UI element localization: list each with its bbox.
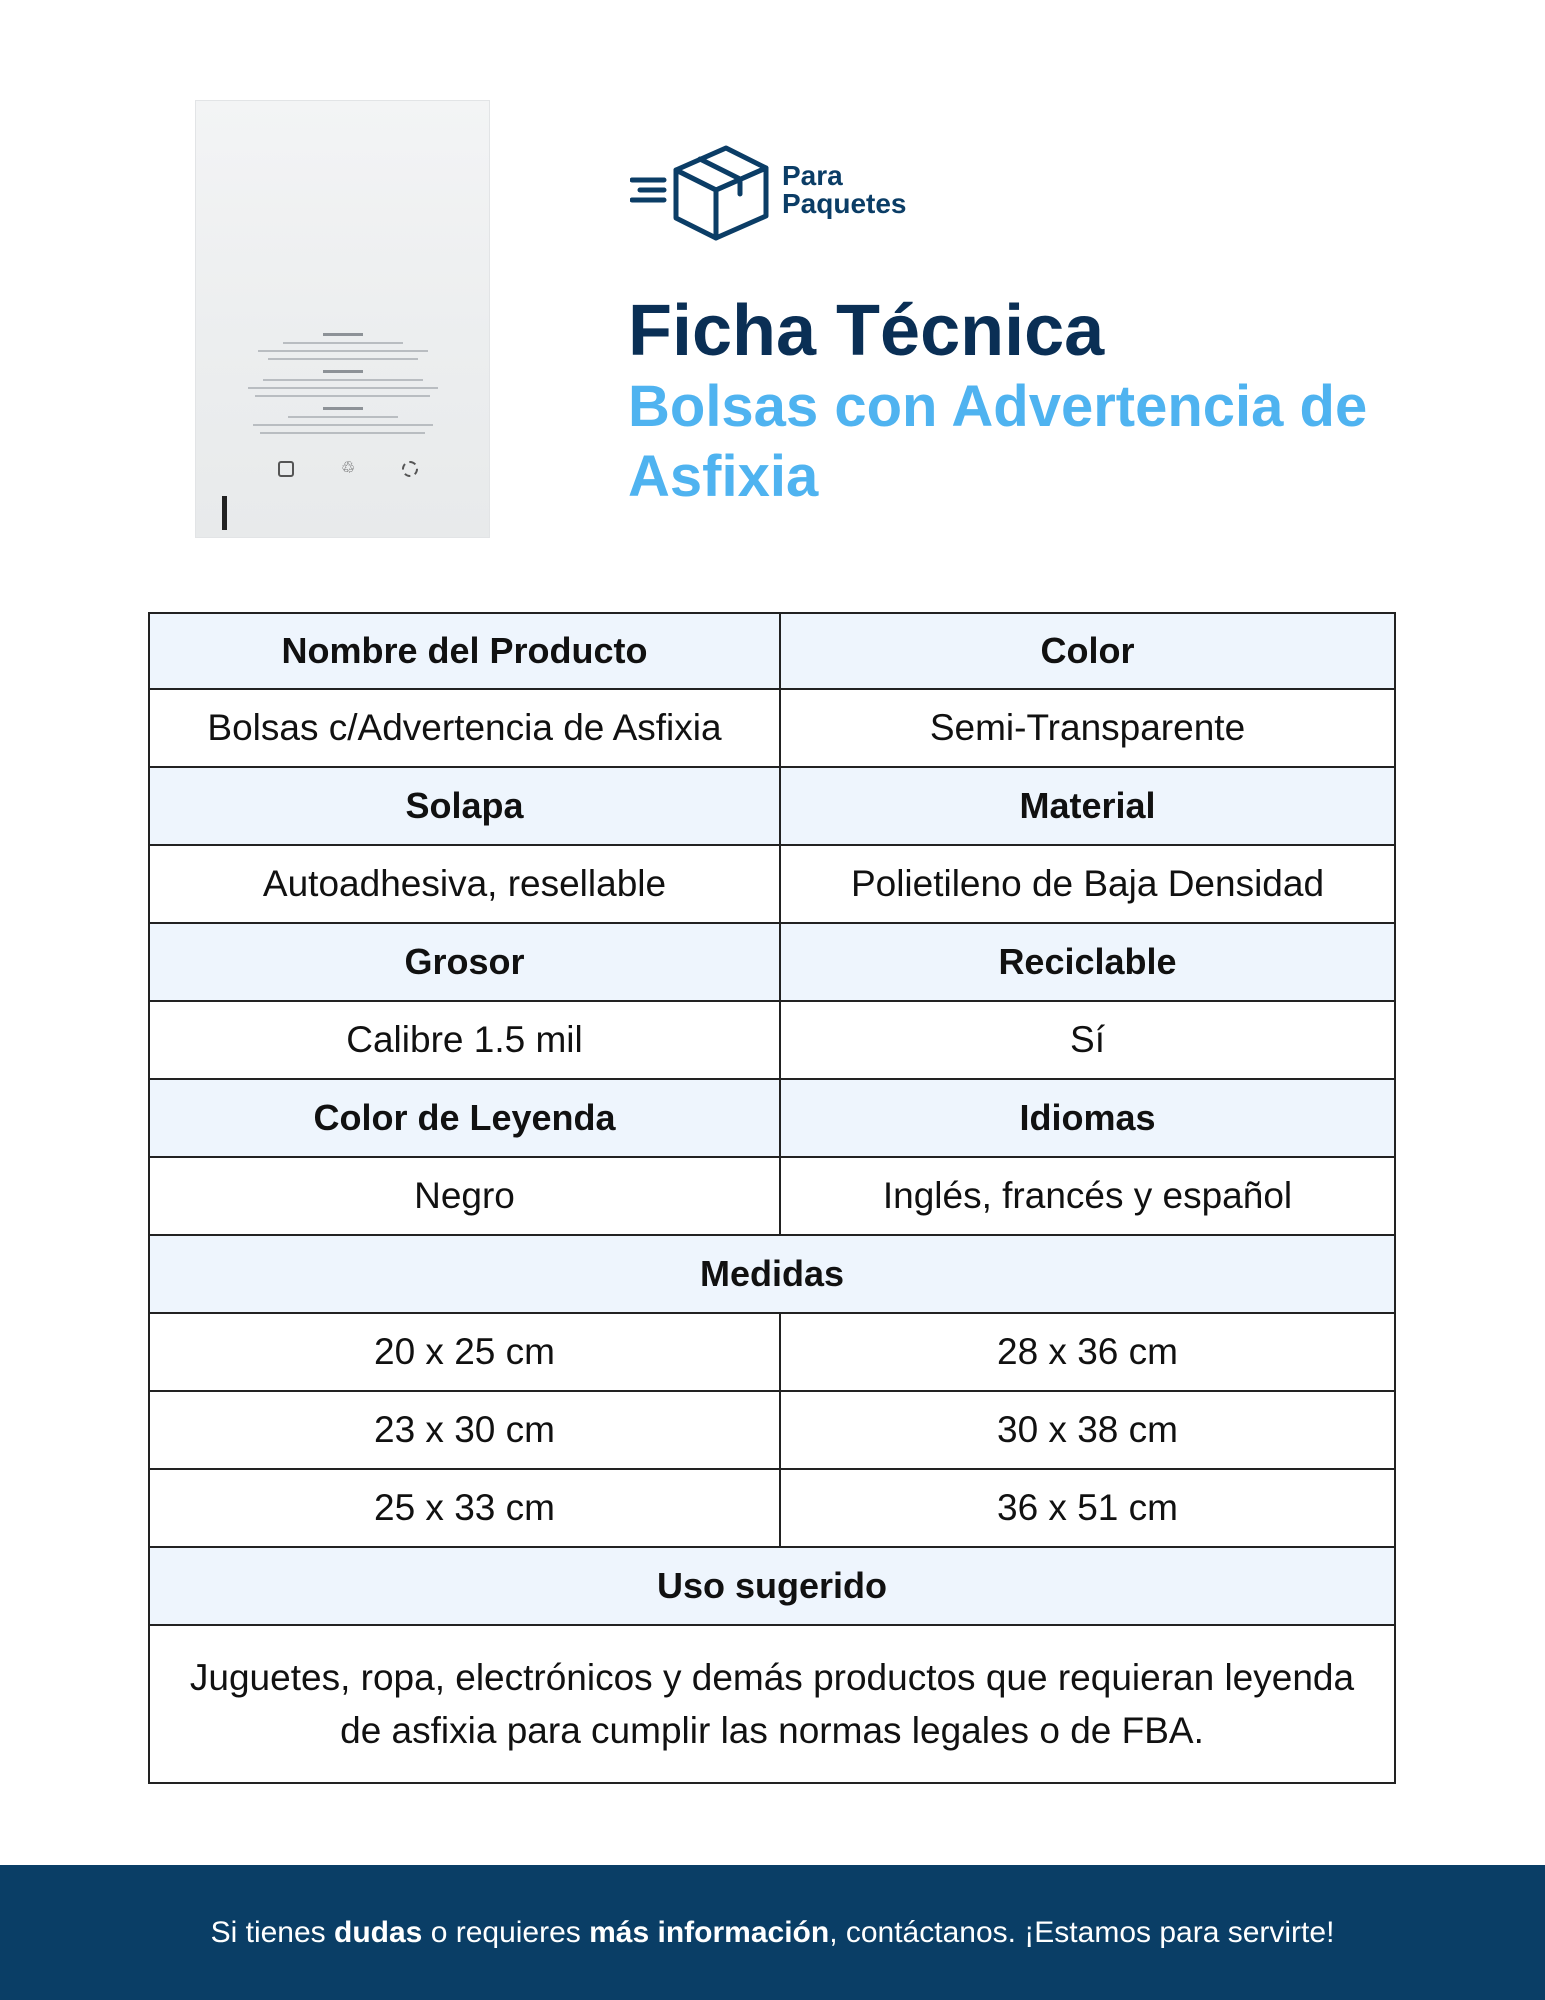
label-reciclable: Reciclable [781, 924, 1396, 1002]
value-color: Semi-Transparente [781, 690, 1396, 768]
page-subtitle: Bolsas con Advertencia de Asfixia [628, 374, 1368, 509]
medida-value: 20 x 25 cm [148, 1314, 781, 1392]
table-row [148, 612, 1396, 690]
value-leyenda: Negro [148, 1158, 781, 1236]
table-row [148, 1626, 1396, 1784]
footer-bold-dudas: dudas [334, 1915, 423, 1949]
table-row [148, 690, 1396, 768]
value-uso: Juguetes, ropa, electrónicos y demás productos que requieran leyenda de asfixia para cumplir las normas legales o de FBA. [148, 1626, 1396, 1784]
table-row [148, 1236, 1396, 1314]
seal-strip [222, 496, 227, 530]
box-logo-icon [630, 138, 770, 242]
table-row [148, 1002, 1396, 1080]
table-row [148, 1080, 1396, 1158]
footer-text: Si tienes dudas o requieres más información, contáctanos. ¡Estamos para servirte! [210, 1915, 1335, 1949]
label-leyenda: Color de Leyenda [148, 1080, 781, 1158]
page-title: Ficha Técnica [628, 291, 1105, 371]
value-grosor: Calibre 1.5 mil [148, 1002, 781, 1080]
brand-name-line1: Para [782, 160, 843, 191]
value-nombre: Bolsas c/Advertencia de Asfixia [148, 690, 781, 768]
table-row [148, 846, 1396, 924]
medida-value: 36 x 51 cm [781, 1470, 1396, 1548]
value-solapa: Autoadhesiva, resellable [148, 846, 781, 924]
label-material: Material [781, 768, 1396, 846]
recycle-icon: ♲ [340, 460, 356, 477]
medida-value: 30 x 38 cm [781, 1392, 1396, 1470]
value-material: Polietileno de Baja Densidad [781, 846, 1396, 924]
value-idiomas: Inglés, francés y español [781, 1158, 1396, 1236]
recycled-icon [278, 461, 294, 477]
medida-value: 23 x 30 cm [148, 1392, 781, 1470]
brand-logo [630, 138, 907, 242]
table-row [148, 768, 1396, 846]
table-row [148, 1548, 1396, 1626]
table-row [148, 1392, 1396, 1470]
footer-banner [0, 1865, 1545, 2000]
reusable-icon [402, 461, 418, 477]
label-color: Color [781, 612, 1396, 690]
footer-bold-info: más información [589, 1915, 830, 1949]
label-uso: Uso sugerido [148, 1548, 1396, 1626]
label-grosor: Grosor [148, 924, 781, 1002]
label-medidas: Medidas [148, 1236, 1396, 1314]
bag-warning-print [236, 323, 449, 440]
table-row [148, 1158, 1396, 1236]
label-nombre: Nombre del Producto [148, 612, 781, 690]
product-image [195, 100, 490, 538]
brand-name-line2: Paquetes [782, 188, 907, 219]
medida-value: 25 x 33 cm [148, 1470, 781, 1548]
table-row [148, 1314, 1396, 1392]
label-idiomas: Idiomas [781, 1080, 1396, 1158]
label-solapa: Solapa [148, 768, 781, 846]
medida-value: 28 x 36 cm [781, 1314, 1396, 1392]
table-row [148, 1470, 1396, 1548]
spec-table [148, 612, 1396, 1784]
table-row [148, 924, 1396, 1002]
value-reciclable: Sí [781, 1002, 1396, 1080]
